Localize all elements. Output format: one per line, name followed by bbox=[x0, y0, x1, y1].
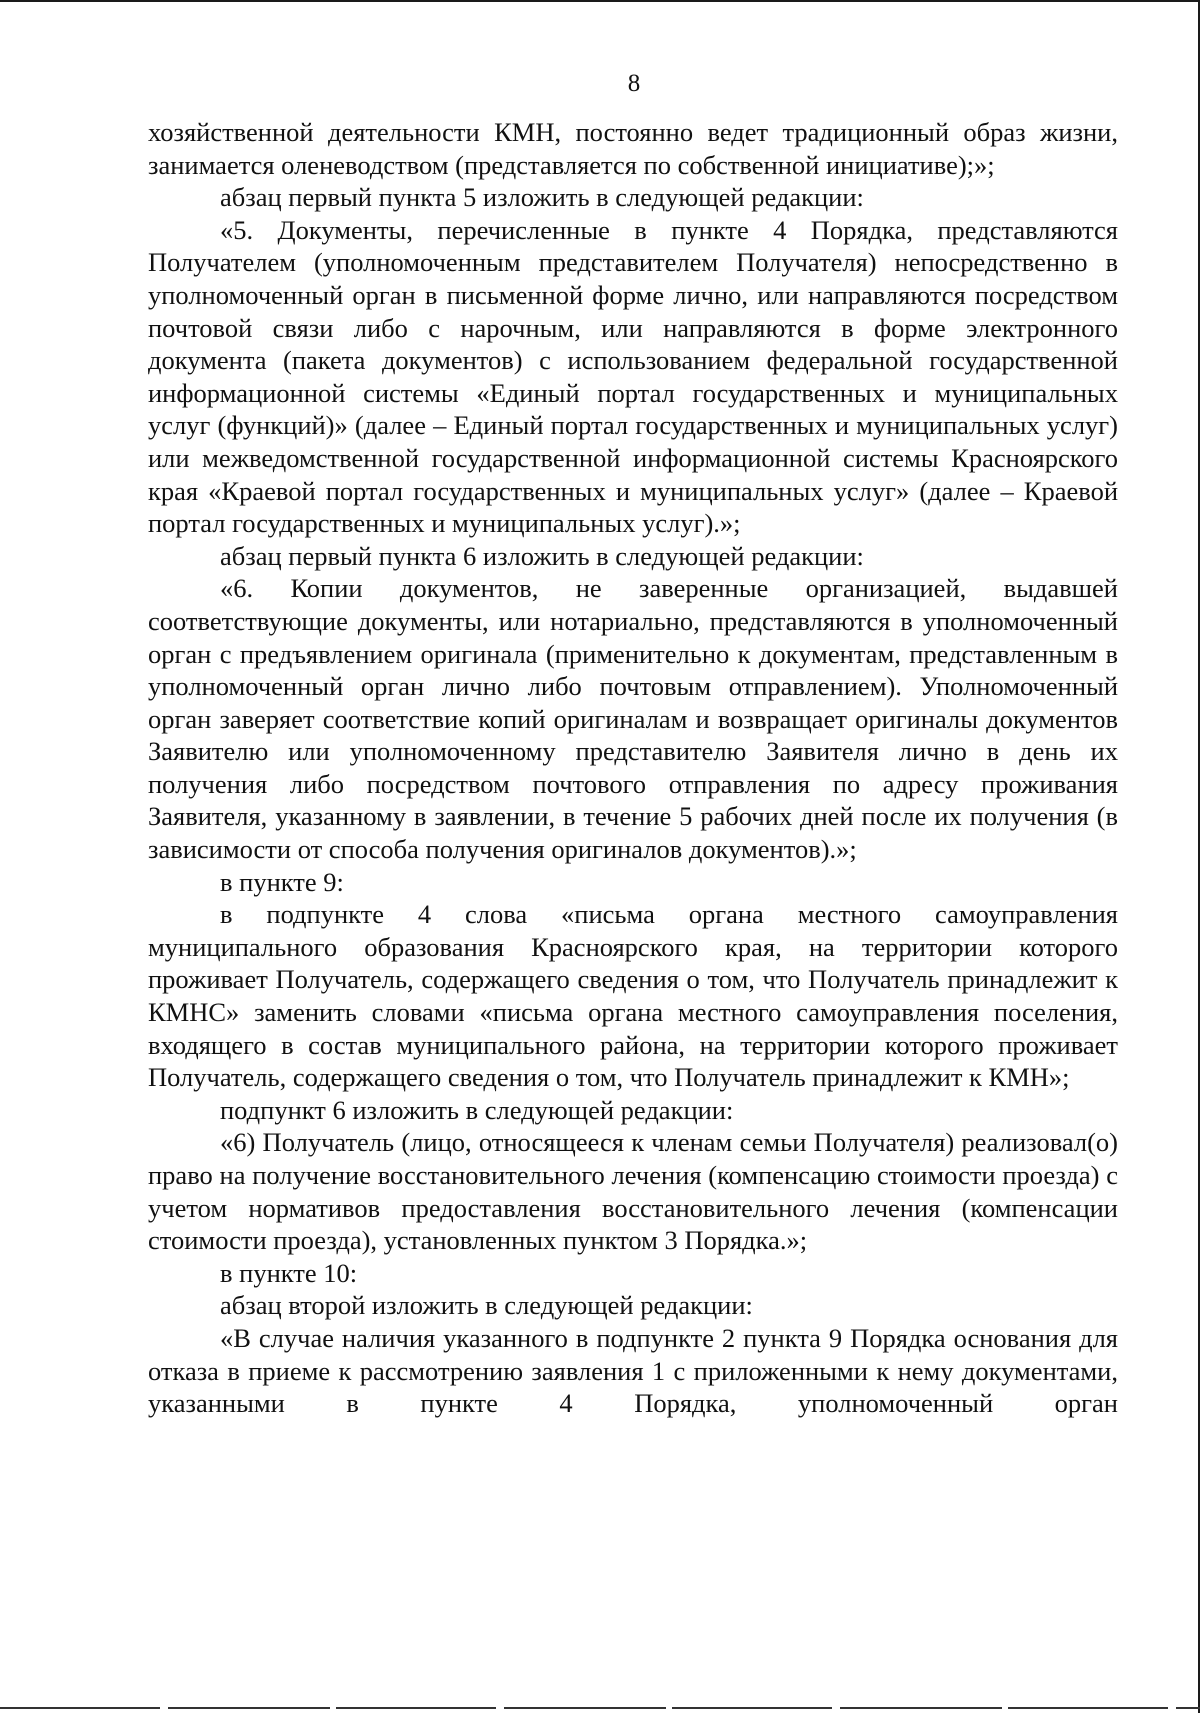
paragraph-continuation: хозяйственной деятельности КМН, постоянно ведет традиционный образ жизни, занимается оленеводством (представляется по собственной инициативе);»; bbox=[148, 117, 1118, 180]
paragraph-quote-item-6: «6. Копии документов, не заверенные организацией, выдавшей соответствующие документы, или нотариально, представляются в уполномоченный орган с предъявлением оригинала (применительно к документам, представленным в уполномоченный орган лично либо почтовым отправлением). Уполномоченный орган заверяет соответствие копий оригиналам и возвращает оригиналы документов Заявителю или уполномоченному представителю Заявителя лично в день их получения либо посредством почтового отправления по адресу проживания Заявителя, указанному в заявлении, в течение 5 рабочих дней после их получения (в зависимости от способа получения оригиналов документов).»; bbox=[148, 573, 1118, 865]
document-body bbox=[148, 116, 1118, 1420]
scan-edge-bottom bbox=[0, 1707, 1200, 1709]
paragraph-instruction: абзац второй изложить в следующей редакции: bbox=[220, 1290, 753, 1321]
paragraph-quote-item-5: «5. Документы, перечисленные в пункте 4 Порядка, представляются Получателем (уполномоченным представителем Получателя) непосредственно в уполномоченный орган в письменной форме лично, или направляются посредством почтовой связи либо с нарочным, или направляются в форме электронного документа (пакета документов) с использованием федеральной государственной информационной системы «Единый портал государственных и муниципальных услуг (функций)» (далее – Единый портал государственных и муниципальных услуг) или межведомственной государственной информационной системы Красноярского края «Краевой портал государственных и муниципальных услуг» (далее – Краевой портал государственных и муниципальных услуг).»; bbox=[148, 214, 1118, 539]
paragraph-quote-item-10: «В случае наличия указанного в подпункте 2 пункта 9 Порядка основания для отказа в приеме к рассмотрению заявления 1 с приложенными к нему документами, указанными в пункте 4 Порядка, уполномоченный орган bbox=[148, 1322, 1118, 1419]
paragraph-quote-subitem-6: «6) Получатель (лицо, относящееся к членам семьи Получателя) реализовал(о) право на получение восстановительного лечения (компенсацию стоимости проезда) с учетом нормативов предоставления восстановительного лечения (компенсации стоимости проезда), установленных пунктом 3 Порядка.»; bbox=[148, 1127, 1118, 1256]
paragraph-instruction: абзац первый пункта 6 изложить в следующей редакции: bbox=[220, 540, 864, 571]
page-number: 8 bbox=[627, 70, 641, 97]
scan-edge-top bbox=[0, 0, 1200, 2]
paragraph-subitem-4: в подпункте 4 слова «письма органа местного самоуправления муниципального образования Красноярского края, на территории которого проживает Получатель, содержащего сведения о том, что Получатель принадлежит к КМНС» заменить словами «письма органа местного самоуправления поселения, входящего в состав муниципального района, на территории которого проживает Получатель, содержащего сведения о том, что Получатель принадлежит к КМН»; bbox=[148, 899, 1118, 1093]
paragraph-instruction: абзац первый пункта 5 изложить в следующей редакции: bbox=[220, 182, 864, 213]
paragraph-instruction: в пункте 10: bbox=[220, 1257, 358, 1288]
paragraph-instruction: подпункт 6 изложить в следующей редакции: bbox=[220, 1094, 734, 1125]
paragraph-instruction: в пункте 9: bbox=[220, 866, 344, 897]
